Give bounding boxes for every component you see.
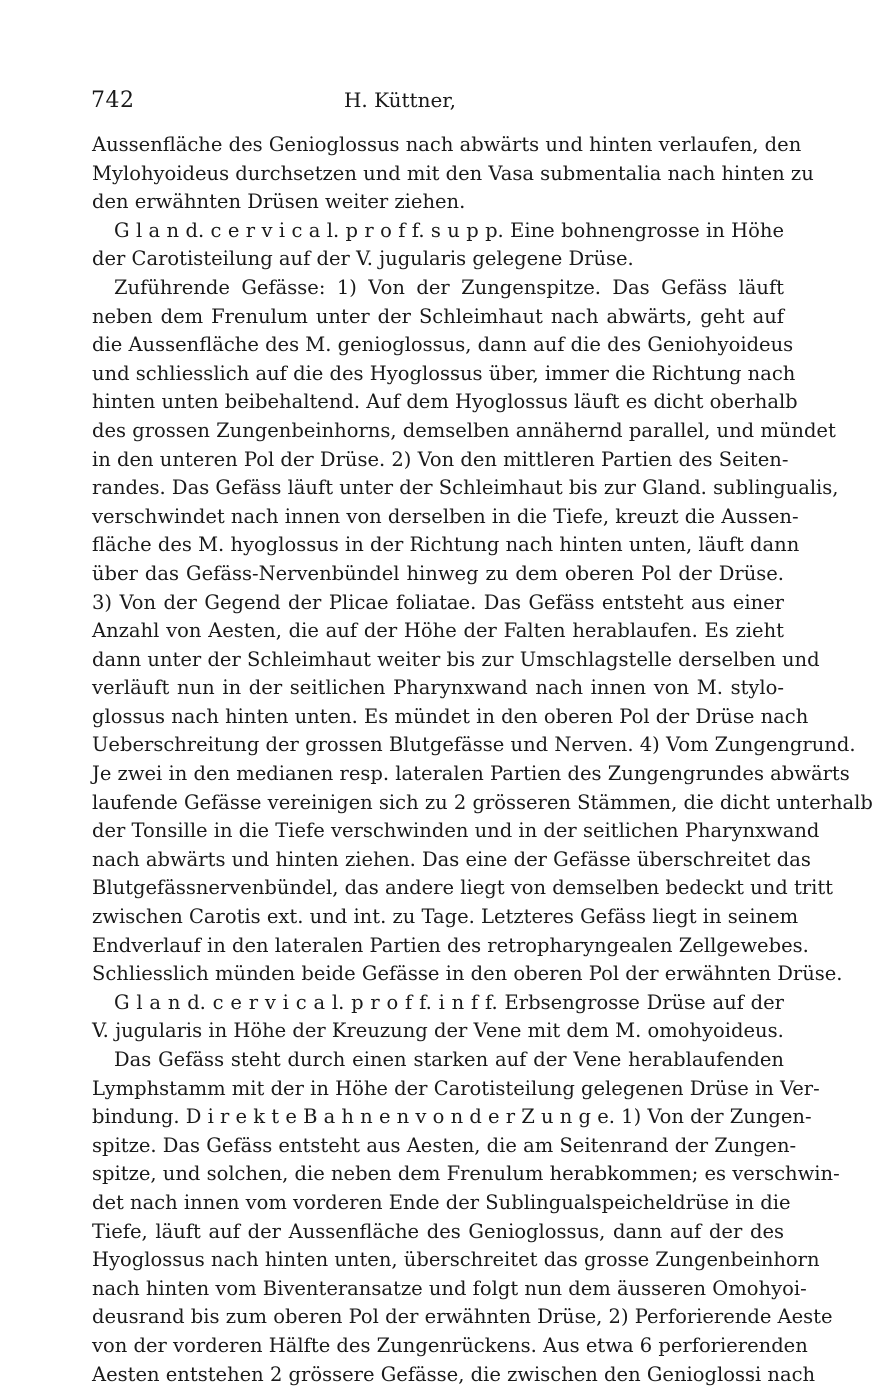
text-line: verläuft nun in der seitlichen Pharynxwand nach innen von M. stylo- <box>92 676 784 700</box>
body-text <box>92 131 873 1389</box>
text-line: spitze, und solchen, die neben dem Frenulum herabkommen; es verschwin- <box>92 1162 840 1186</box>
text-line: laufende Gefässe vereinigen sich zu 2 grösseren Stämmen, die dicht unterhalb <box>92 790 873 814</box>
text-line: den erwähnten Drüsen weiter ziehen. <box>92 190 466 214</box>
text-line: nach abwärts und hinten ziehen. Das eine der Gefässe überschreitet das <box>92 847 811 871</box>
text-line: randes. Das Gefäss läuft unter der Schleimhaut bis zur Gland. sublingualis, <box>92 476 839 500</box>
text-line: Blutgefässnervenbündel, das andere liegt von demselben bedeckt und tritt <box>92 876 834 900</box>
text-line: und schliesslich auf die des Hyoglossus über, immer die Richtung nach <box>92 361 796 385</box>
text-line: der Carotisteilung auf der V. jugularis gelegene Drüse. <box>92 247 634 271</box>
text-line: fläche des M. hyoglossus in der Richtung nach hinten unten, läuft dann <box>92 533 800 557</box>
text-line: neben dem Frenulum unter der Schleimhaut nach abwärts, geht auf <box>92 304 784 328</box>
text-line: glossus nach hinten unten. Es mündet in den oberen Pol der Drüse nach <box>92 704 809 728</box>
text-line: G l a n d. c e r v i c a l. p r o f f. i n f f. Erbsengrosse Drüse auf der <box>114 990 784 1014</box>
text-line: zwischen Carotis ext. und int. zu Tage. Letzteres Gefäss liegt in seinem <box>92 905 799 929</box>
text-line: spitze. Das Gefäss entsteht aus Aesten, die am Seitenrand der Zungen- <box>92 1133 797 1157</box>
running-head-author: H. Küttner, <box>343 88 457 112</box>
text-line: bindung. D i r e k t e B a h n e n v o n d e r Z u n g e. 1) Von der Zungen- <box>92 1105 812 1129</box>
text-line: Aussenfläche des Genioglossus nach abwärts und hinten verlaufen, den <box>92 133 802 156</box>
text-line: Anzahl von Aesten, die auf der Höhe der Falten herablaufen. Es zieht <box>92 619 784 643</box>
text-line: Hyoglossus nach hinten unten, überschreitet das grosse Zungenbeinhorn <box>92 1248 820 1272</box>
running-header <box>0 88 800 122</box>
text-line: G l a n d. c e r v i c a l. p r o f f. s u p p. Eine bohnengrosse in Höhe <box>114 218 784 242</box>
text-line: Tiefe, läuft auf der Aussenfläche des Genioglossus, dann auf der des <box>92 1219 784 1243</box>
text-line: in den unteren Pol der Drüse. 2) Von den mittleren Partien des Seiten- <box>92 447 789 471</box>
text-line: Zuführende Gefässe: 1) Von der Zungenspitze. Das Gefäss läuft <box>114 275 784 299</box>
text-line: deusrand bis zum oberen Pol der erwähnten Drüse, 2) Perforierende Aeste <box>92 1305 833 1329</box>
text-line: Schliesslich münden beide Gefässe in den oberen Pol der erwähnten Drüse. <box>92 962 843 986</box>
page-number: 742 <box>91 88 135 113</box>
text-line: Das Gefäss steht durch einen starken auf der Vene herablaufenden <box>114 1048 784 1071</box>
text-line: von der vorderen Hälfte des Zungenrückens. Aus etwa 6 perforierenden <box>92 1333 808 1357</box>
text-line: hinten unten beibehaltend. Auf dem Hyoglossus läuft es dicht oberhalb <box>92 390 798 414</box>
text-line: V. jugularis in Höhe der Kreuzung der Vene mit dem M. omohyoideus. <box>92 1019 784 1043</box>
text-line: Mylohyoideus durchsetzen und mit den Vasa submentalia nach hinten zu <box>92 161 814 185</box>
text-line: det nach innen vom vorderen Ende der Sublingualspeicheldrüse in die <box>92 1190 791 1214</box>
text-line: verschwindet nach innen von derselben in die Tiefe, kreuzt die Aussen- <box>92 504 799 528</box>
text-line: dann unter der Schleimhaut weiter bis zur Umschlagstelle derselben und <box>92 647 820 671</box>
text-line: nach hinten vom Biventeransatze und folgt nun dem äusseren Omohyoi- <box>92 1276 807 1300</box>
text-line: Ueberschreitung der grossen Blutgefässe und Nerven. 4) Vom Zungengrund. <box>92 733 856 757</box>
text-line: Endverlauf in den lateralen Partien des retropharyngealen Zellgewebes. <box>92 933 809 957</box>
text-line: über das Gefäss-Nervenbündel hinweg zu dem oberen Pol der Drüse. <box>92 561 784 585</box>
text-line: 3) Von der Gegend der Plicae foliatae. Das Gefäss entsteht aus einer <box>92 590 784 614</box>
text-line: die Aussenfläche des M. genioglossus, dann auf die des Geniohyoideus <box>92 333 794 357</box>
text-line: Aesten entstehen 2 grössere Gefässe, die zwischen den Genioglossi nach <box>92 1362 816 1386</box>
text-line: Lymphstamm mit der in Höhe der Carotisteilung gelegenen Drüse in Ver- <box>92 1076 820 1100</box>
text-line: des grossen Zungenbeinhorns, demselben annähernd parallel, und mündet <box>92 418 836 442</box>
text-line: Je zwei in den medianen resp. lateralen Partien des Zungengrundes abwärts <box>92 762 850 786</box>
text-line: der Tonsille in die Tiefe verschwinden und in der seitlichen Pharynxwand <box>92 819 820 843</box>
